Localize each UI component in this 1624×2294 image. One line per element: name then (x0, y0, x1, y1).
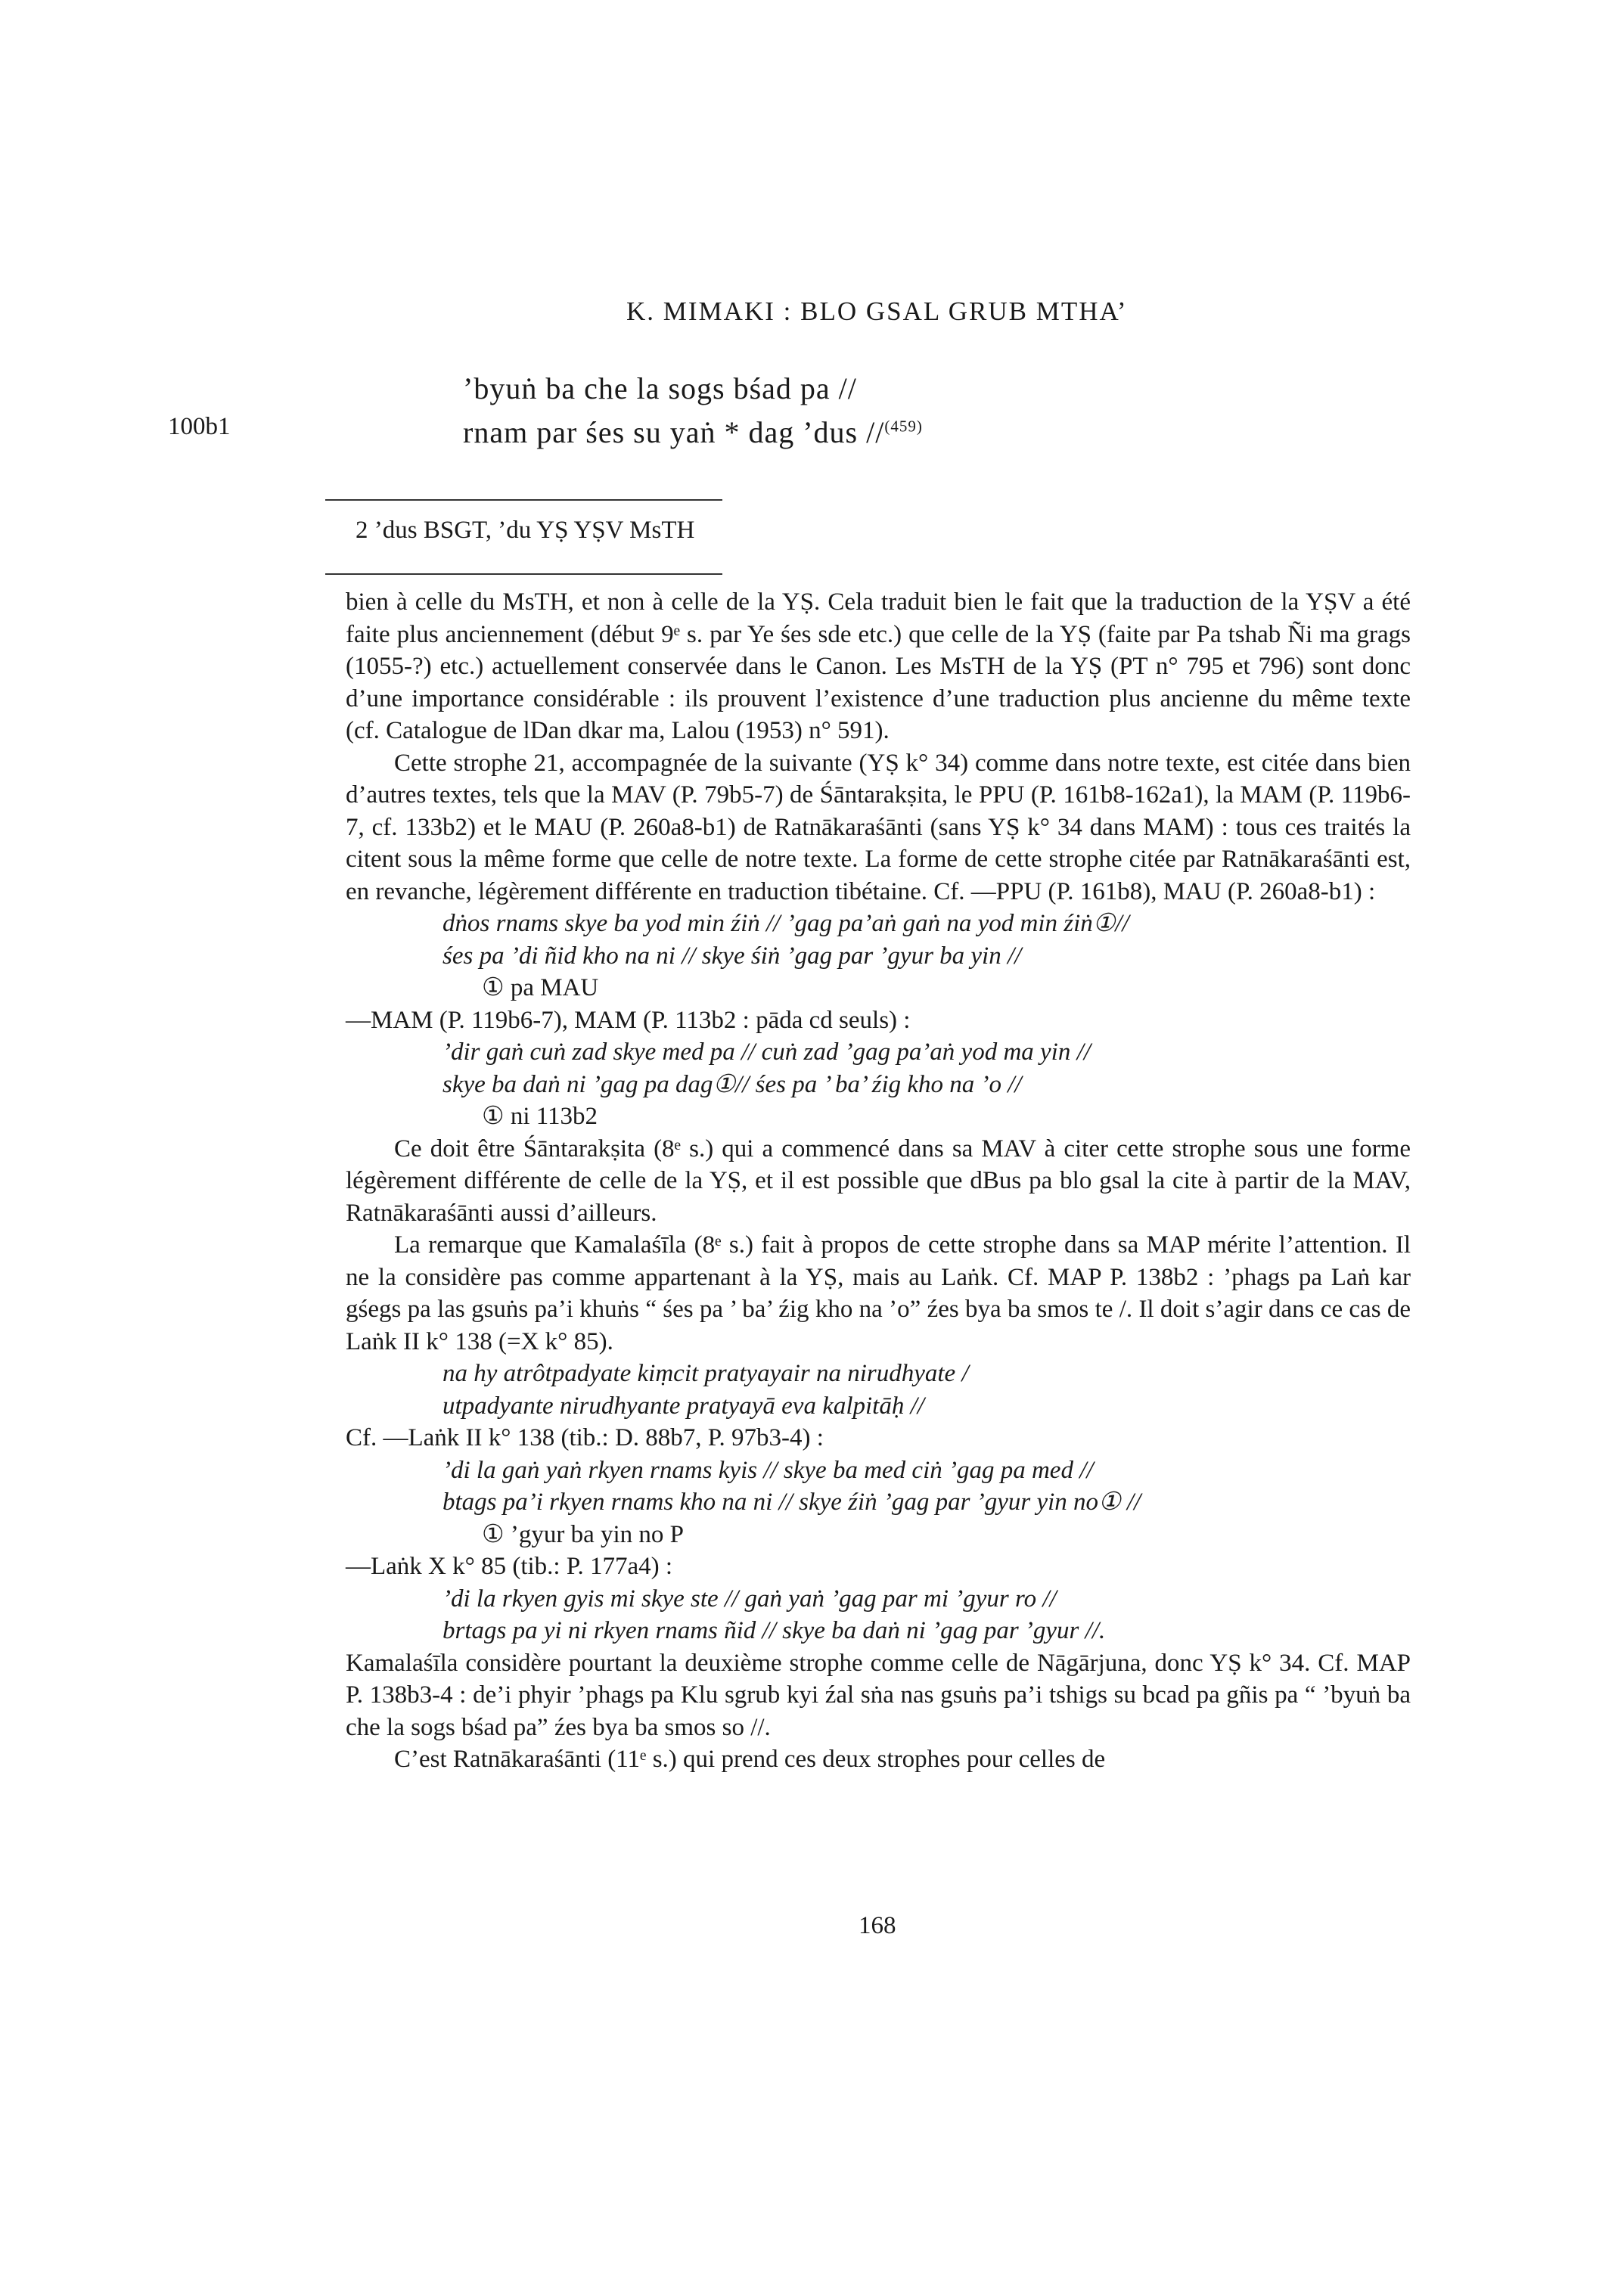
quote-3b: utpadyante nirudhyante pratyayā eva kalpitāḥ // (442, 1392, 924, 1420)
paragraph-4: La remarque que Kamalaśīla (8ᵉ s.) fait à propos de cette strophe dans sa MAP mérite l’attention. Il ne la considère pas comme appartenant à la YṢ, mais au Laṅk. Cf. MAP P. 138b2 : ’phags pa Laṅ kar gśegs pa las gsuṅs pa’i khuṅs “ śes pa ’ ba’ źig kho na ’o” źes bya ba smos te /. Il doit s’agir dans ce cas de Laṅk II k° 138 (=X k° 85). (346, 1231, 1411, 1355)
verse-line-2 (463, 414, 923, 450)
quote-5a: ’di la rkyen gyis mi skye ste // gaṅ yaṅ ’gag par mi ’gyur ro // (442, 1585, 1057, 1613)
apparatus-rule-bottom (325, 573, 722, 575)
paragraph-6: C’est Ratnākaraśānti (11ᵉ s.) qui prend ces deux strophes pour celles de (394, 1746, 1106, 1773)
paragraph-3: Ce doit être Śāntarakṣita (8ᵉ s.) qui a commencé dans sa MAV à citer cette strophe sous une forme légèrement différente de celle de la YṢ, et il est possible que dBus pa blo gsal la cite à partir de la MAV, Ratnākaraśānti aussi d’ailleurs. (346, 1135, 1411, 1227)
quote-4b: btags pa’i rkyen rnams kho na ni // skye źiṅ ’gag par ’gyur yin no① // (442, 1488, 1141, 1516)
quote-1b: śes pa ’di ñid kho na ni // skye śiṅ ’gag par ’gyur ba yin // (442, 942, 1022, 970)
quote-3a: na hy atrôtpadyate kiṃcit pratyayair na nirudhyate / (442, 1360, 969, 1387)
source-line-2: Cf. —Laṅk II k° 138 (tib.: D. 88b7, P. 97b3-4) : (346, 1424, 824, 1451)
quote-4a: ’di la gaṅ yaṅ rkyen rnams kyis // skye ba med ciṅ ’gag pa med // (442, 1456, 1094, 1484)
apparatus-note: 2 ’dus BSGT, ’du YṢ YṢV MsTH (356, 517, 695, 544)
quote-2a: ’dir gaṅ cuṅ zad skye med pa // cuṅ zad ’gag pa’aṅ yod ma yin // (442, 1038, 1091, 1066)
variant-note-2: ① ni 113b2 (482, 1103, 598, 1130)
variant-note-3: ① ’gyur ba yin no P (482, 1520, 684, 1548)
page-number: 168 (859, 1912, 896, 1939)
source-line-1: —MAM (P. 119b6-7), MAM (P. 113b2 : pāda cd seuls) : (346, 1006, 911, 1034)
paragraph-1: bien à celle du MsTH, et non à celle de la YṢ. Cela traduit bien le fait que la traduction de la YṢV a été faite plus anciennement (début 9ᵉ s. par Ye śes sde etc.) que celle de la YṢ (faite par Pa tshab Ñi ma grags (1055-?) etc.) actuellement conservée dans le Canon. Les MsTH de la YṢ (PT n° 795 et 796) sont donc d’une importance considérable : ils prouvent l’existence d’une traduction plus ancienne du même texte (cf. Catalogue de lDan dkar ma, Lalou (1953) n° 591). (346, 588, 1411, 744)
variant-note-1: ① pa MAU (482, 974, 599, 1001)
margin-reference: 100b1 (168, 413, 231, 440)
verse-line-1: ’byuṅ ba che la sogs bśad pa // (463, 371, 857, 405)
paragraph-5: Kamalaśīla considère pourtant la deuxième strophe comme celle de Nāgārjuna, donc YṢ k° 34. Cf. MAP P. 138b3-4 : de’i phyir ’phags pa Klu sgrub kyi źal sṅa nas gsuṅs pa’i tshigs su bcad pa gñis pa “ ’byuṅ ba che la sogs bśad pa” źes bya ba smos so //. (346, 1649, 1411, 1741)
verse-note-ref: (459) (884, 417, 923, 436)
paragraph-2: Cette strophe 21, accompagnée de la suivante (YṢ k° 34) comme dans notre texte, est citée dans bien d’autres textes, tels que la MAV (P. 79b5-7) de Śāntarakṣita, le PPU (P. 161b8-162a1), la MAM (P. 119b6-7, cf. 133b2) et le MAU (P. 260a8-b1) de Ratnākaraśānti (sans YṢ k° 34 dans MAM) : tous ces traités la citent sous la même forme que celle de notre texte. La forme de cette strophe citée par Ratnākaraśānti est, en revanche, légèrement différente en traduction tibétaine. Cf. —PPU (P. 161b8), MAU (P. 260a8-b1) : (346, 749, 1411, 905)
verse-line-2-text: rnam par śes su yaṅ * dag ’dus // (463, 415, 885, 449)
body-text (346, 586, 1411, 1776)
quote-2b: skye ba daṅ ni ’gag pa dag①// śes pa ’ ba’ źig kho na ’o // (442, 1070, 1022, 1098)
source-line-3: —Laṅk X k° 85 (tib.: P. 177a4) : (346, 1553, 673, 1580)
apparatus-rule-top (325, 499, 722, 501)
quote-5b: brtags pa yi ni rkyen rnams ñid // skye ba daṅ ni ’gag par ’gyur //. (442, 1617, 1106, 1644)
quote-1a: dṅos rnams skye ba yod min źiṅ // ’gag pa’aṅ gaṅ na yod min źiṅ①// (442, 910, 1129, 937)
running-header: K. MIMAKI : BLO GSAL GRUB MTHA’ (626, 296, 1128, 326)
